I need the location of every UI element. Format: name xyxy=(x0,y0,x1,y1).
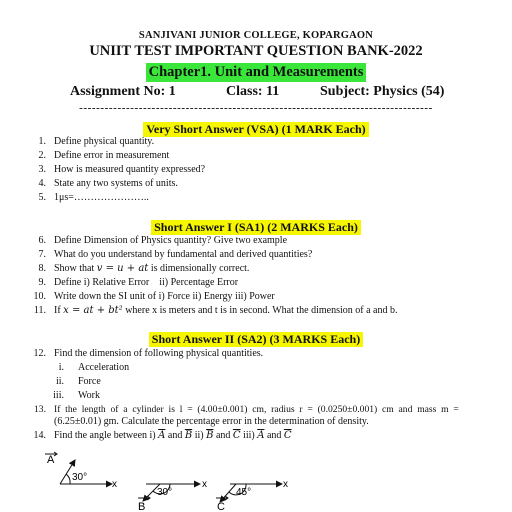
vector-b: $\overline{B}$ xyxy=(206,430,214,441)
question-9: 9. Define i) Relative Error ii) Percentage Error xyxy=(38,277,239,288)
vector-a: $\overline{A}$ xyxy=(257,430,265,441)
x-axis-label-c: x xyxy=(283,479,288,490)
question-bank-title: UNIIT TEST IMPORTANT QUESTION BANK-2022 xyxy=(89,43,423,59)
vector-c-arrow xyxy=(220,484,236,502)
class-label: Class: 11 xyxy=(226,84,280,99)
question-2: 2. Define error in measurement xyxy=(38,150,170,161)
question-1: 1. Define physical quantity. xyxy=(38,136,155,147)
chapter-title-wrap xyxy=(0,63,512,82)
question-10: 10. Write down the SI unit of i) Force ii) Energy iii) Power xyxy=(33,291,275,302)
q12-item-iii: iii. Work xyxy=(53,390,100,401)
angle-a-label: 30° xyxy=(72,472,88,483)
vector-c: $\overline{C}$ xyxy=(283,430,292,441)
sa1-heading: Short Answer I (SA1) (2 MARKS Each) xyxy=(151,220,361,235)
vector-c-label: C xyxy=(217,501,225,512)
vector-b: $\overline{B}$ xyxy=(184,430,193,441)
q12-item-i: i. Acceleration xyxy=(58,362,130,373)
vectors-figure xyxy=(0,440,512,512)
formula: v = u + at xyxy=(96,263,149,274)
q12-item-ii: ii. Force xyxy=(55,376,101,387)
sa1-heading-wrap xyxy=(0,218,512,236)
question-6: 6. Define Dimension of Physics quantity? Give two example xyxy=(38,235,288,246)
question-3: 3. How is measured quantity expressed? xyxy=(38,164,206,175)
question-12: 12. Find the dimension of following physical quantities. xyxy=(33,348,264,359)
question-11: 11. If x = at + bt² where x is meters and t is in second. What the dimension of a and b. xyxy=(33,305,398,316)
question-8: 8. Show that v = u + at is dimensionally correct. xyxy=(38,263,250,274)
question-13-line2: (6.25±0.01) gm. Calculate the percentage error in the determination of density. xyxy=(54,416,369,427)
question-4: 4. State any two systems of units. xyxy=(38,178,178,189)
question-14: 14. Find the angle between i) $\overline{A}$ and $\overline{B}$ ii) $\overline{B}$ and $\overline{C}$ iii) $\overline{A}$ and $\overline{C}$ xyxy=(33,430,292,441)
college-name: SANJIVANI JUNIOR COLLEGE, KOPARGAON xyxy=(138,30,374,41)
sa2-heading: Short Answer II (SA2) (3 MARKS Each) xyxy=(149,332,363,347)
divider-line: ----------------------------------------------------------------------------------- xyxy=(79,102,433,114)
formula: x = at + bt² xyxy=(63,305,123,316)
subject-label: Subject: Physics (54) xyxy=(320,84,445,99)
question-13: 13. If the length of a cylinder is l = (4.00±0.001) cm, radius r = (0.0250±0.001) cm and mass m = xyxy=(34,404,459,415)
x-axis-label-a: x xyxy=(112,479,117,490)
question-5: 5. 1μs=………………….. xyxy=(38,192,149,203)
vsa-heading: Very Short Answer (VSA) (1 MARK Each) xyxy=(143,122,368,137)
vector-a: $\overline{A}$ xyxy=(158,430,166,441)
vector-a-label: A xyxy=(47,454,55,466)
vector-c: $\overline{C}$ xyxy=(232,430,241,441)
vector-b-label: B xyxy=(138,501,146,512)
chapter-title: Chapter1. Unit and Measurements xyxy=(146,63,367,82)
angle-arc-a xyxy=(66,474,70,484)
sa2-heading-wrap xyxy=(0,330,512,348)
angle-c-label: 45° xyxy=(236,487,252,498)
question-7: 7. What do you understand by fundamental and derived quantities? xyxy=(38,249,313,260)
angle-b-label: 30° xyxy=(157,487,173,498)
x-axis-label-b: x xyxy=(202,479,207,490)
assignment-number: Assignment No: 1 xyxy=(70,84,176,99)
